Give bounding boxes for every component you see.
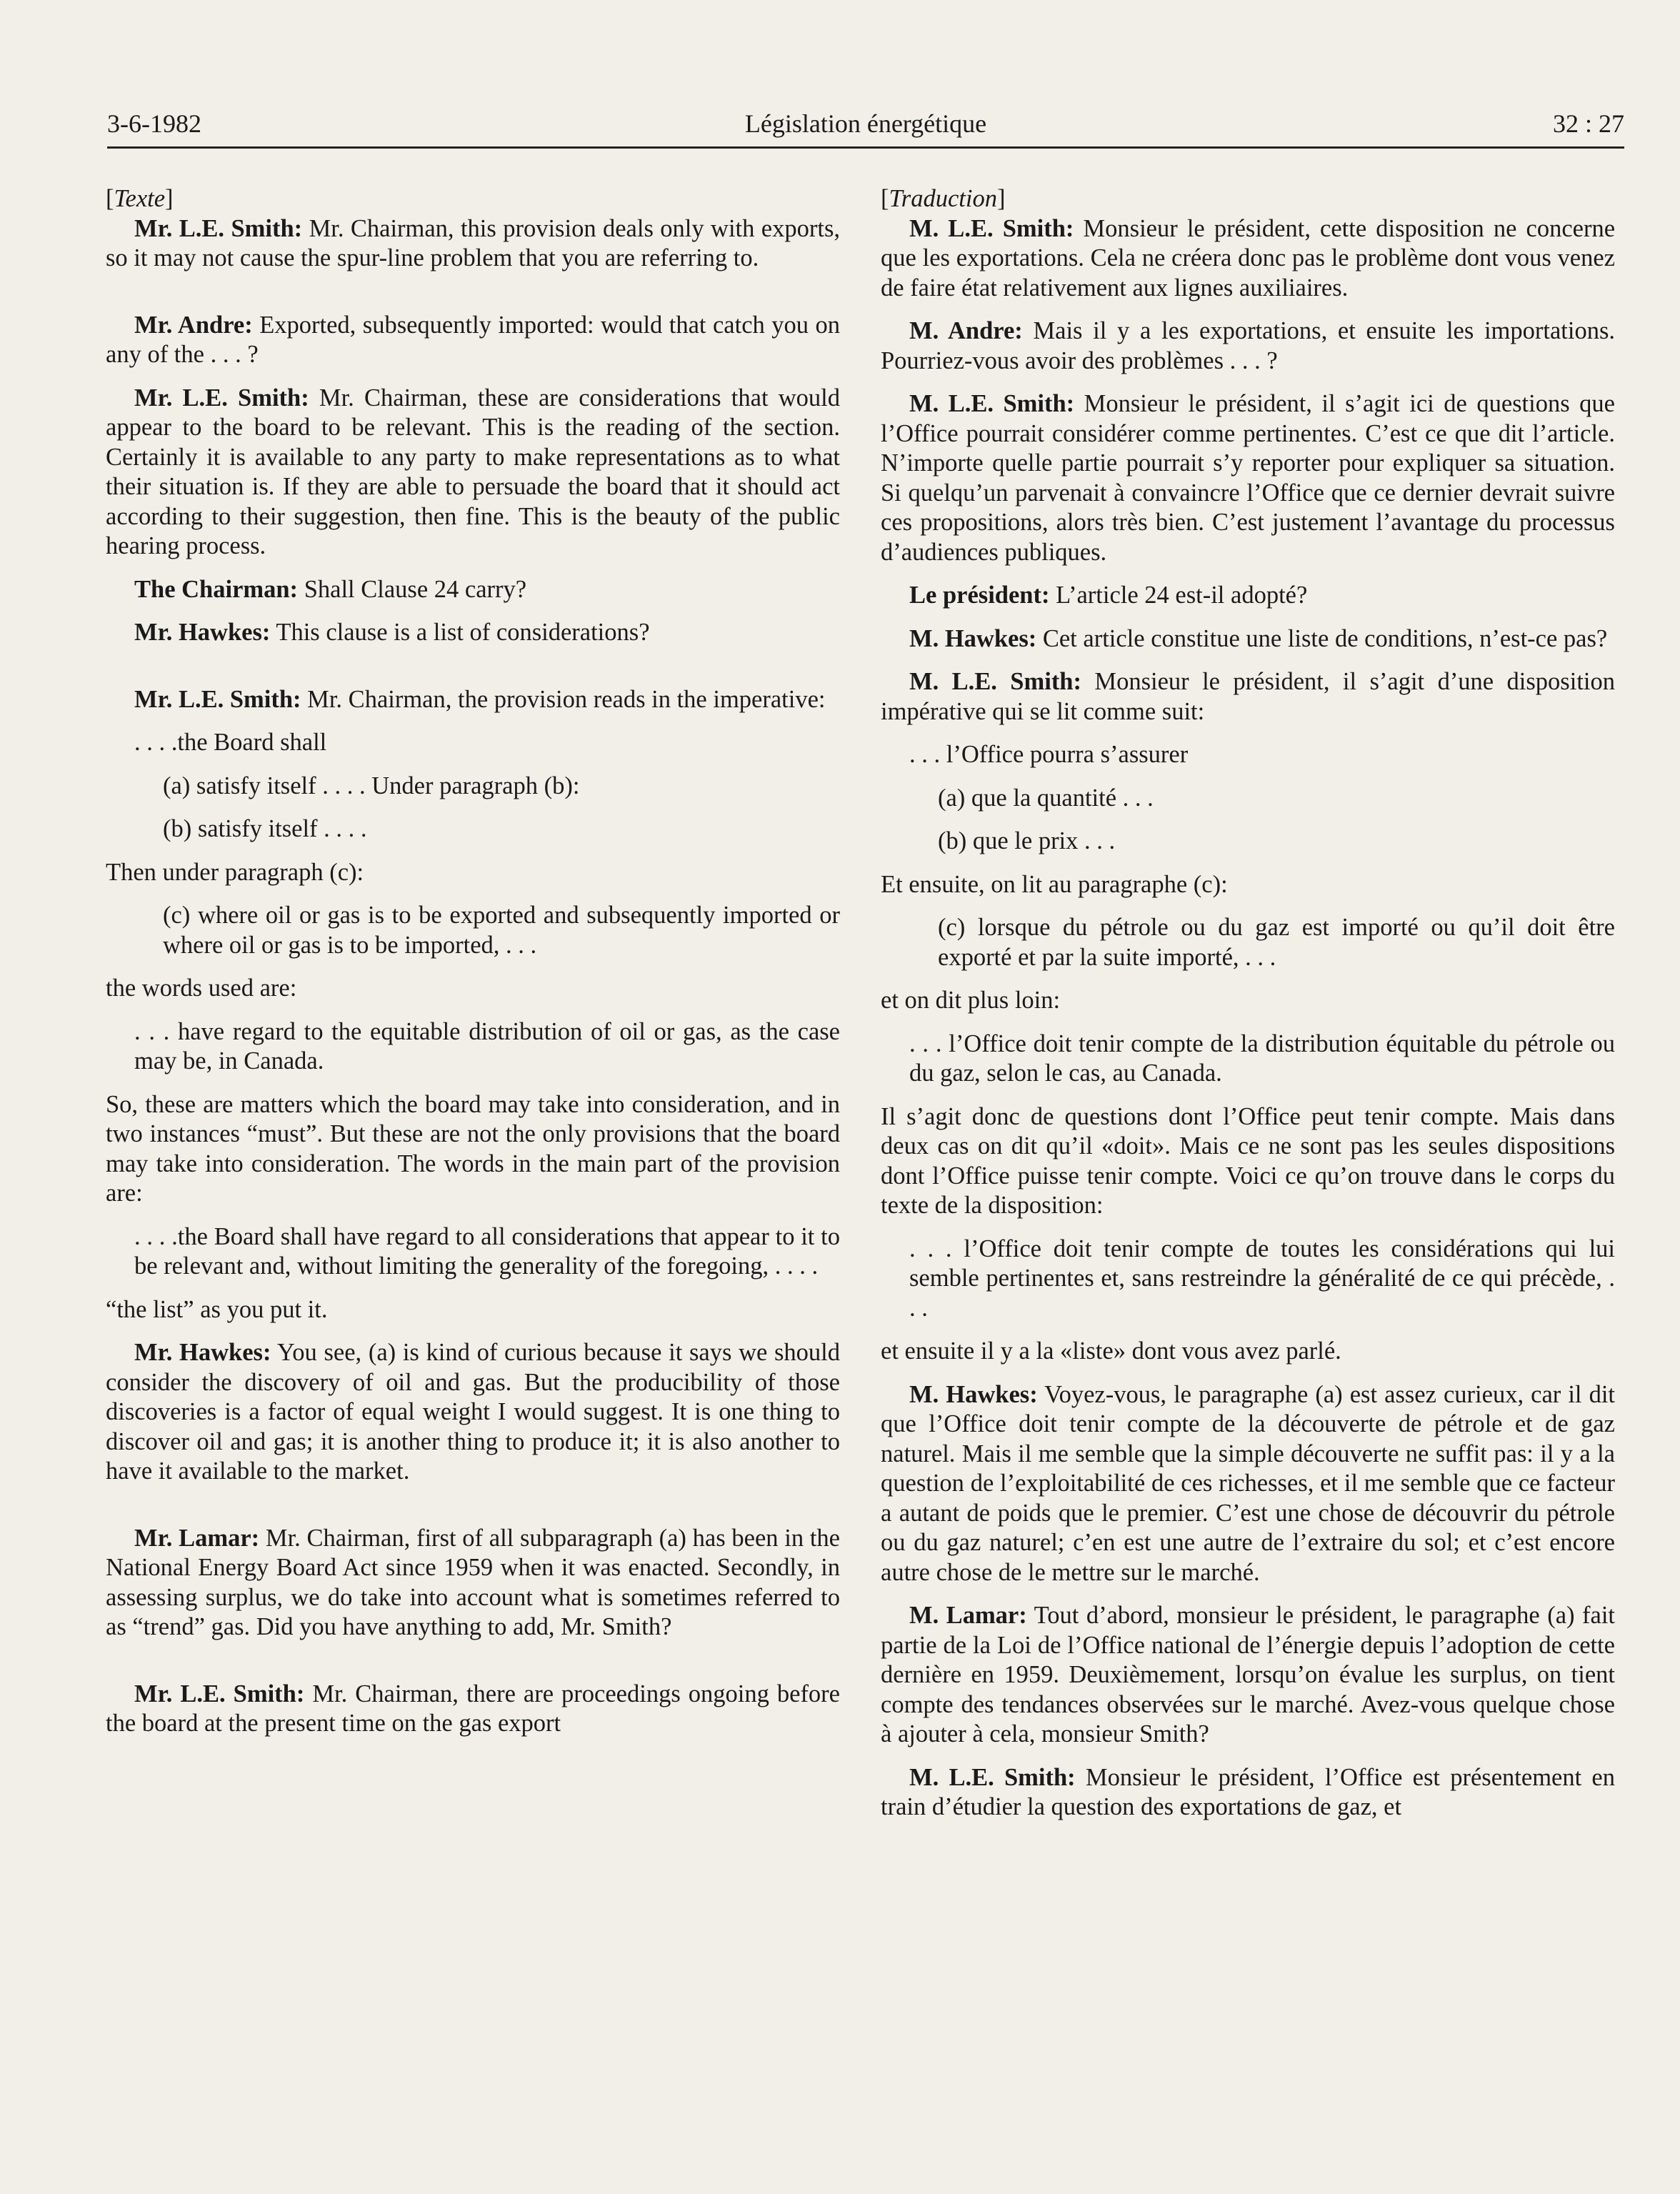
quotation: (a) satisfy itself . . . . Under paragraph (b): [163, 772, 580, 799]
english-column [106, 184, 840, 1739]
speaker: M. Lamar: [909, 1602, 1027, 1629]
language-label: [Traduction] [881, 185, 1006, 212]
quotation: (b) satisfy itself . . . . [163, 815, 367, 842]
quotation: . . . .the Board shall [134, 729, 327, 756]
paragraph: et on dit plus loin: [881, 987, 1061, 1014]
speaker: M. Andre: [909, 317, 1023, 344]
paragraph: M. L.E. Smith: Monsieur le président, il s’agit d’une disposition impérative qui se lit comme suit: [881, 668, 1615, 725]
paragraph: et ensuite il y a la «liste» dont vous avez parlé. [881, 1337, 1341, 1365]
speaker: Le président: [909, 582, 1050, 609]
paragraph: M. L.E. Smith: Monsieur le président, l’Office est présentement en train d’étudier la question des exportations de gaz, et [881, 1763, 1615, 1820]
speaker: M. L.E. Smith: [909, 214, 1074, 242]
paragraph: M. Andre: Mais il y a les exportations, et ensuite les importations. Pourriez-vous avoir des problèmes . . . ? [881, 317, 1615, 374]
paragraph: Mr. Hawkes: You see, (a) is kind of curious because it says we should consider the discovery of oil and gas. But the producibility of those discoveries is a factor of equal weight I would suggest. It is one thing to discover oil and gas; it is another thing to produce it; it is also another to have it available to the market. [106, 1339, 840, 1485]
header-rule [107, 146, 1624, 149]
paragraph: “the list” as you put it. [106, 1295, 328, 1323]
paragraph: M. L.E. Smith: Monsieur le président, il s’agit ici de questions que l’Office pourrait considérer comme pertinentes. C’est ce que dit l’article. N’importe quelle partie pourrait s’y reporter pour expliquer sa situation. Si quelqu’un parvenait à convaincre l’Office que ce dernier devrait suivre ces propositions, alors très bien. C’est justement l’avantage du processus d’audiences publiques. [881, 390, 1615, 566]
paragraph: Mr. L.E. Smith: Mr. Chairman, these are considerations that would appear to the board to be relevant. This is the reading of the section. Certainly it is available to any party to make representations as to what their situation is. If they are able to persuade the board that it should act according to their suggestion, then fine. This is the beauty of the public hearing process. [106, 384, 840, 559]
header-date: 3-6-1982 [107, 109, 201, 138]
paragraph: Il s’agit donc de questions dont l’Office peut tenir compte. Mais dans deux cas on dit qu’il «doit». Mais ce ne sont pas les seules dispositions dont l’Office puisse tenir compte. Voici ce qu’on trouve dans le corps du texte de la disposition: [881, 1102, 1615, 1219]
quotation: . . . l’Office doit tenir compte de toutes les considérations qui lui semble pertinentes et, sans restreindre la généralité de ce qui précède, . . . [909, 1235, 1615, 1322]
quotation: . . . l’Office pourra s’assurer [909, 741, 1189, 768]
paragraph: M. L.E. Smith: Monsieur le président, cette disposition ne concerne que les exportations. Cela ne créera donc pas le problème dont vous venez de faire état relativement aux lignes auxiliaires. [881, 214, 1616, 301]
paragraph: M. Hawkes: Cet article constitue une liste de conditions, n’est-ce pas? [909, 624, 1608, 652]
header-title: Législation énergétique [744, 109, 987, 138]
quotation: . . . .the Board shall have regard to all considerations that appear to it to be relevant and, without limiting the generality of the foregoing, . . . . [134, 1222, 840, 1280]
paragraph: So, these are matters which the board may take into consideration, and in two instances “must”. But these are not the only provisions that the board may take into consideration. The words in the main part of the provision are: [106, 1090, 840, 1207]
speaker: M. L.E. Smith: [909, 668, 1081, 695]
speaker: Mr. Hawkes: [134, 1339, 271, 1366]
speaker: Mr. L.E. Smith: [134, 214, 303, 242]
paragraph: Mr. L.E. Smith: Mr. Chairman, there are proceedings ongoing before the board at the present time on the gas export [106, 1680, 840, 1737]
speaker: M. L.E. Smith: [909, 1763, 1076, 1791]
quotation: . . . have regard to the equitable distribution of oil or gas, as the case may be, in Canada. [134, 1017, 840, 1074]
paragraph: Mr. Hawkes: This clause is a list of considerations? [134, 619, 650, 646]
speaker: Mr. L.E. Smith: [134, 1680, 305, 1707]
paragraph: Then under paragraph (c): [106, 858, 364, 886]
quotation: . . . l’Office doit tenir compte de la distribution équitable du pétrole ou du gaz, selon le cas, au Canada. [909, 1029, 1615, 1087]
quotation: (c) lorsque du pétrole ou du gaz est importé ou qu’il doit être exporté et par la suite importé, . . . [938, 914, 1615, 971]
speaker: Mr. Lamar: [134, 1524, 260, 1552]
quotation: (a) que la quantité . . . [938, 784, 1154, 812]
paragraph: Et ensuite, on lit au paragraphe (c): [881, 870, 1228, 898]
paragraph: Mr. Lamar: Mr. Chairman, first of all subparagraph (a) has been in the National Energy Board Act since 1959 when it was enacted. Secondly, in assessing surplus, we do take into account what is sometimes referred to as “trend” gas. Did you have anything to add, Mr. Smith? [106, 1524, 840, 1640]
speaker: Mr. L.E. Smith: [134, 384, 309, 412]
speaker: Mr. L.E. Smith: [134, 685, 301, 713]
paragraph: M. Lamar: Tout d’abord, monsieur le président, le paragraphe (a) fait partie de la Loi de l’Office national de l’énergie depuis l’adoption de cette dernière en 1959. Deuxièmement, lorsqu’on évalue les surplus, on tient compte des tendances observées sur le marché. Avez-vous quelque chose à ajouter à cela, monsieur Smith? [881, 1602, 1615, 1747]
speaker: Mr. Andre: [134, 311, 253, 339]
speaker: M. Hawkes: [909, 1380, 1038, 1408]
speaker: M. Hawkes: [909, 624, 1037, 652]
running-header [107, 109, 1624, 146]
header-page-number: 32 : 27 [1552, 109, 1624, 138]
speaker: Mr. Hawkes: [134, 619, 271, 646]
paragraph: M. Hawkes: Voyez-vous, le paragraphe (a) est assez curieux, car il dit que l’Office doit tenir compte de la découverte de pétrole et de gaz naturel. Mais il me semble que la simple découverte ne suffit pas: il y a la question de l’exploitabilité de ces richesses, et il me semble que ce facteur a autant de poids que le premier. C’est une chose de découvrir du pétrole ou du gaz naturel; c’en est une autre de l’extraire du sol; et c’est encore autre chose de le mettre sur le marché. [881, 1380, 1615, 1586]
paragraph: Le président: L’article 24 est-il adopté? [909, 582, 1308, 609]
quotation: (c) where oil or gas is to be exported and subsequently imported or where oil or gas is to be imported, . . . [163, 902, 840, 959]
quotation: (b) que le prix . . . [938, 827, 1116, 854]
speaker: M. L.E. Smith: [909, 390, 1075, 417]
paragraph: Mr. L.E. Smith: Mr. Chairman, this provision deals only with exports, so it may not cause the spur-line problem that you are referring to. [106, 214, 840, 271]
paragraph: Mr. L.E. Smith: Mr. Chairman, the provision reads in the imperative: [134, 685, 826, 713]
french-column [881, 184, 1615, 1822]
paragraph: the words used are: [106, 974, 297, 1002]
speaker: The Chairman: [134, 575, 299, 603]
paragraph: Mr. Andre: Exported, subsequently imported: would that catch you on any of the . . . ? [106, 311, 840, 368]
paragraph: The Chairman: Shall Clause 24 carry? [134, 575, 527, 603]
language-label: [Texte] [106, 185, 174, 212]
